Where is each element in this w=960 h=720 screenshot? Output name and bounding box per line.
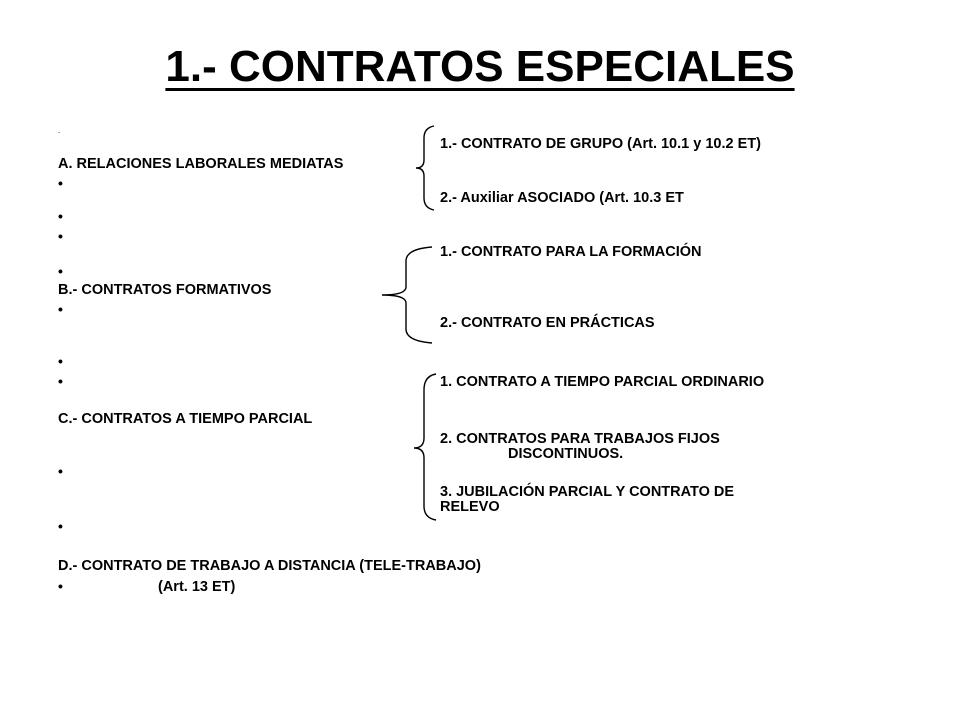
section-b-item-1: 1.- CONTRATO PARA LA FORMACIÓN: [440, 244, 702, 260]
bullet-marker: •: [58, 301, 63, 317]
section-a-heading: A. RELACIONES LABORALES MEDIATAS: [58, 156, 344, 172]
section-b-heading: B.- CONTRATOS FORMATIVOS: [58, 282, 272, 298]
section-d-sub: (Art. 13 ET): [158, 579, 236, 595]
section-c-heading: C.- CONTRATOS A TIEMPO PARCIAL: [58, 411, 313, 427]
bullet-marker: •: [58, 228, 63, 244]
section-c-brace: [408, 372, 440, 522]
bullet-marker: •: [58, 175, 63, 191]
bullet-marker: •: [58, 208, 63, 224]
section-a-item-1: 1.- CONTRATO DE GRUPO (Art. 10.1 y 10.2 ET): [440, 136, 761, 152]
section-b-item-2: 2.- CONTRATO EN PRÁCTICAS: [440, 315, 655, 331]
section-a-brace: [410, 124, 440, 212]
bullet-marker: •: [58, 353, 63, 369]
bullet-marker: •: [58, 518, 63, 534]
slide-title: 1.- CONTRATOS ESPECIALES: [165, 42, 795, 91]
bullet-marker: •: [58, 463, 63, 479]
section-c-item-2-cont: DISCONTINUOS.: [508, 446, 624, 462]
section-d-heading: D.- CONTRATO DE TRABAJO A DISTANCIA (TELE-TRABAJO): [58, 558, 481, 574]
bullet-marker: •: [58, 263, 63, 279]
bullet-marker: •: [58, 578, 63, 594]
section-c-item-3: 3. JUBILACIÓN PARCIAL Y CONTRATO DE: [440, 484, 735, 500]
small-dot: .: [58, 126, 61, 135]
section-c-item-3-cont: RELEVO: [440, 499, 500, 515]
section-b-brace: [378, 245, 438, 345]
section-a-item-2: 2.- Auxiliar ASOCIADO (Art. 10.3 ET: [440, 190, 684, 206]
section-c-item-2: 2. CONTRATOS PARA TRABAJOS FIJOS: [440, 431, 720, 447]
bullet-marker: •: [58, 373, 63, 389]
section-c-item-1: 1. CONTRATO A TIEMPO PARCIAL ORDINARIO: [440, 374, 765, 390]
